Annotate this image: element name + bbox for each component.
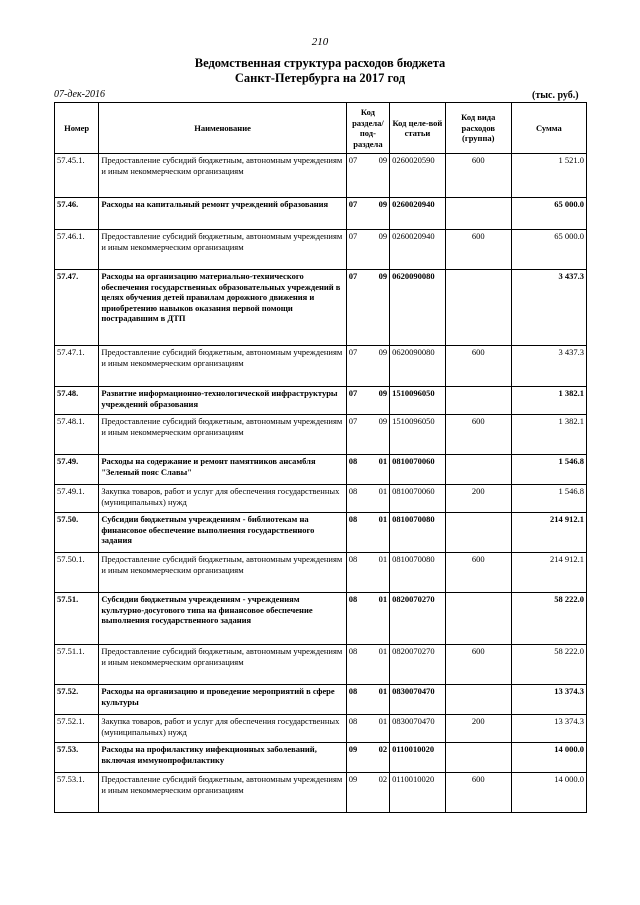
row-article-code: 0110010020 [390, 743, 446, 773]
section-code: 08 [348, 594, 358, 604]
table-row [55, 513, 587, 553]
row-name: Предоставление субсидий бюджетным, автономным учреждениям и иным некоммерческим организациям [99, 773, 346, 813]
row-section-code [346, 230, 389, 270]
row-sum: 65 000.0 [511, 198, 586, 230]
row-name: Предоставление субсидий бюджетным, автономным учреждениям и иным некоммерческим организациям [99, 230, 346, 270]
row-expense-type: 600 [445, 773, 511, 813]
row-article-code: 0810070060 [390, 455, 446, 485]
section-code: 08 [348, 716, 358, 726]
row-number: 57.50.1. [55, 553, 99, 593]
row-section-code [346, 455, 389, 485]
subsection-code: 01 [378, 554, 388, 564]
row-article-code: 0820070270 [390, 593, 446, 645]
header-name: Наименование [99, 103, 346, 154]
row-expense-type [445, 270, 511, 346]
row-article-code: 0830070470 [390, 685, 446, 715]
row-sum: 1 521.0 [511, 154, 586, 198]
row-sum: 13 374.3 [511, 715, 586, 743]
row-name: Предоставление субсидий бюджетным, автономным учреждениям и иным некоммерческим организациям [99, 645, 346, 685]
row-sum: 214 912.1 [511, 553, 586, 593]
row-name: Расходы на капитальный ремонт учреждений образования [99, 198, 346, 230]
header-number: Номер [55, 103, 99, 154]
subsection-code: 01 [378, 456, 388, 466]
table-row [55, 685, 587, 715]
row-name: Закупка товаров, работ и услуг для обеспечения государственных (муниципальных) нужд [99, 485, 346, 513]
subsection-code: 01 [378, 646, 388, 656]
row-article-code: 0820070270 [390, 645, 446, 685]
header-section: Код раздела/ под-раздела [346, 103, 389, 154]
row-expense-type: 600 [445, 645, 511, 685]
row-section-code [346, 387, 389, 415]
row-expense-type: 600 [445, 346, 511, 387]
row-number: 57.48. [55, 387, 99, 415]
table-row [55, 485, 587, 513]
table-row [55, 415, 587, 455]
section-code: 07 [348, 199, 358, 209]
row-section-code [346, 715, 389, 743]
row-section-code [346, 593, 389, 645]
row-expense-type [445, 743, 511, 773]
row-number: 57.51. [55, 593, 99, 645]
row-sum: 13 374.3 [511, 685, 586, 715]
section-code: 07 [348, 271, 358, 281]
row-section-code [346, 346, 389, 387]
table-row [55, 387, 587, 415]
row-name: Предоставление субсидий бюджетным, автономным учреждениям и иным некоммерческим организациям [99, 415, 346, 455]
section-code: 08 [348, 686, 358, 696]
section-code: 09 [348, 744, 358, 754]
row-number: 57.53. [55, 743, 99, 773]
table-row [55, 715, 587, 743]
section-code: 08 [348, 456, 358, 466]
units-label: (тыс. руб.) [532, 90, 579, 101]
row-sum: 14 000.0 [511, 743, 586, 773]
row-name: Расходы на организацию и проведение мероприятий в сфере культуры [99, 685, 346, 715]
page-number: 210 [311, 36, 329, 48]
row-article-code: 1510096050 [390, 415, 446, 455]
document-date: 07-дек-2016 [54, 89, 105, 100]
subsection-code: 01 [378, 486, 388, 496]
row-expense-type [445, 593, 511, 645]
row-article-code: 0620090080 [390, 270, 446, 346]
table-row [55, 198, 587, 230]
row-expense-type: 200 [445, 485, 511, 513]
row-sum: 14 000.0 [511, 773, 586, 813]
row-expense-type [445, 685, 511, 715]
row-section-code [346, 773, 389, 813]
budget-table [54, 102, 587, 813]
row-section-code [346, 198, 389, 230]
row-name: Развитие информационно-технологической инфраструктуры учреждений образования [99, 387, 346, 415]
row-name: Предоставление субсидий бюджетным, автономным учреждениям и иным некоммерческим организациям [99, 346, 346, 387]
row-section-code [346, 743, 389, 773]
row-expense-type [445, 387, 511, 415]
row-article-code: 0260020940 [390, 230, 446, 270]
row-sum: 3 437.3 [511, 346, 586, 387]
row-number: 57.49.1. [55, 485, 99, 513]
subsection-code: 01 [378, 716, 388, 726]
row-section-code [346, 270, 389, 346]
row-expense-type [445, 198, 511, 230]
row-article-code: 0260020940 [390, 198, 446, 230]
row-sum: 58 222.0 [511, 593, 586, 645]
row-expense-type: 600 [445, 415, 511, 455]
row-number: 57.46.1. [55, 230, 99, 270]
subsection-code: 01 [378, 686, 388, 696]
row-expense-type: 600 [445, 230, 511, 270]
section-code: 07 [348, 231, 358, 241]
section-code: 07 [348, 388, 358, 398]
title-line-1: Ведомственная структура расходов бюджета [194, 56, 446, 70]
row-article-code: 0810070060 [390, 485, 446, 513]
row-sum: 65 000.0 [511, 230, 586, 270]
page-title [0, 56, 640, 86]
section-code: 09 [348, 774, 358, 784]
row-sum: 58 222.0 [511, 645, 586, 685]
row-section-code [346, 685, 389, 715]
table-row [55, 455, 587, 485]
table-row [55, 270, 587, 346]
section-code: 08 [348, 646, 358, 656]
row-article-code: 0110010020 [390, 773, 446, 813]
row-name: Расходы на организацию материально-технического обеспечения государственных образовательных учреждений в целях обучения детей правилам дорожного движения и приобретению навыков оказания первой помощи пострадавшим в ДТП [99, 270, 346, 346]
subsection-code: 09 [378, 271, 388, 281]
table-row [55, 593, 587, 645]
row-name: Расходы на профилактику инфекционных заболеваний, включая иммунопрофилактику [99, 743, 346, 773]
section-code: 07 [348, 347, 358, 357]
row-sum: 214 912.1 [511, 513, 586, 553]
row-section-code [346, 415, 389, 455]
title-line-2: Санкт-Петербурга на 2017 год [234, 71, 406, 85]
subsection-code: 09 [378, 388, 388, 398]
row-section-code [346, 645, 389, 685]
row-expense-type [445, 513, 511, 553]
subsection-code: 09 [378, 199, 388, 209]
row-sum: 1 546.8 [511, 455, 586, 485]
row-expense-type: 200 [445, 715, 511, 743]
section-code: 08 [348, 554, 358, 564]
row-article-code: 0810070080 [390, 513, 446, 553]
row-sum: 1 382.1 [511, 387, 586, 415]
row-name: Предоставление субсидий бюджетным, автономным учреждениям и иным некоммерческим организациям [99, 553, 346, 593]
row-sum: 3 437.3 [511, 270, 586, 346]
row-number: 57.50. [55, 513, 99, 553]
row-number: 57.48.1. [55, 415, 99, 455]
table-body [55, 154, 587, 813]
row-name: Предоставление субсидий бюджетным, автономным учреждениям и иным некоммерческим организациям [99, 154, 346, 198]
row-number: 57.52.1. [55, 715, 99, 743]
row-article-code: 0810070080 [390, 553, 446, 593]
subsection-code: 09 [378, 347, 388, 357]
section-code: 08 [348, 486, 358, 496]
table-row [55, 553, 587, 593]
row-section-code [346, 513, 389, 553]
row-number: 57.52. [55, 685, 99, 715]
subsection-code: 01 [378, 594, 388, 604]
row-number: 57.46. [55, 198, 99, 230]
section-code: 07 [348, 155, 358, 165]
row-name: Субсидии бюджетным учреждениям - библиотекам на финансовое обеспечение выполнения государственного задания [99, 513, 346, 553]
row-name: Субсидии бюджетным учреждениям - учреждениям культурно-досугового типа на финансовое обеспечение выполнения государственного задания [99, 593, 346, 645]
row-expense-type: 600 [445, 553, 511, 593]
header-sum: Сумма [511, 103, 586, 154]
row-number: 57.49. [55, 455, 99, 485]
subsection-code: 09 [378, 231, 388, 241]
row-number: 57.47. [55, 270, 99, 346]
row-number: 57.51.1. [55, 645, 99, 685]
table-header-row [55, 103, 587, 154]
row-expense-type: 600 [445, 154, 511, 198]
subsection-code: 02 [378, 744, 388, 754]
table-row [55, 645, 587, 685]
subsection-code: 09 [378, 155, 388, 165]
row-article-code: 0260020590 [390, 154, 446, 198]
row-section-code [346, 154, 389, 198]
header-expense-type: Код вида расходов (группа) [445, 103, 511, 154]
table-row [55, 346, 587, 387]
row-article-code: 1510096050 [390, 387, 446, 415]
row-name: Закупка товаров, работ и услуг для обеспечения государственных (муниципальных) нужд [99, 715, 346, 743]
row-section-code [346, 553, 389, 593]
table-row [55, 154, 587, 198]
row-sum: 1 546.8 [511, 485, 586, 513]
row-expense-type [445, 455, 511, 485]
row-name: Расходы на содержание и ремонт памятников ансамбля "Зеленый пояс Славы" [99, 455, 346, 485]
row-number: 57.47.1. [55, 346, 99, 387]
row-section-code [346, 485, 389, 513]
section-code: 07 [348, 416, 358, 426]
row-sum: 1 382.1 [511, 415, 586, 455]
header-article: Код целе-вой статьи [390, 103, 446, 154]
row-number: 57.45.1. [55, 154, 99, 198]
row-number: 57.53.1. [55, 773, 99, 813]
section-code: 08 [348, 514, 358, 524]
subsection-code: 09 [378, 416, 388, 426]
table-row [55, 743, 587, 773]
table-row [55, 773, 587, 813]
subsection-code: 02 [378, 774, 388, 784]
table-row [55, 230, 587, 270]
row-article-code: 0830070470 [390, 715, 446, 743]
row-article-code: 0620090080 [390, 346, 446, 387]
subsection-code: 01 [378, 514, 388, 524]
